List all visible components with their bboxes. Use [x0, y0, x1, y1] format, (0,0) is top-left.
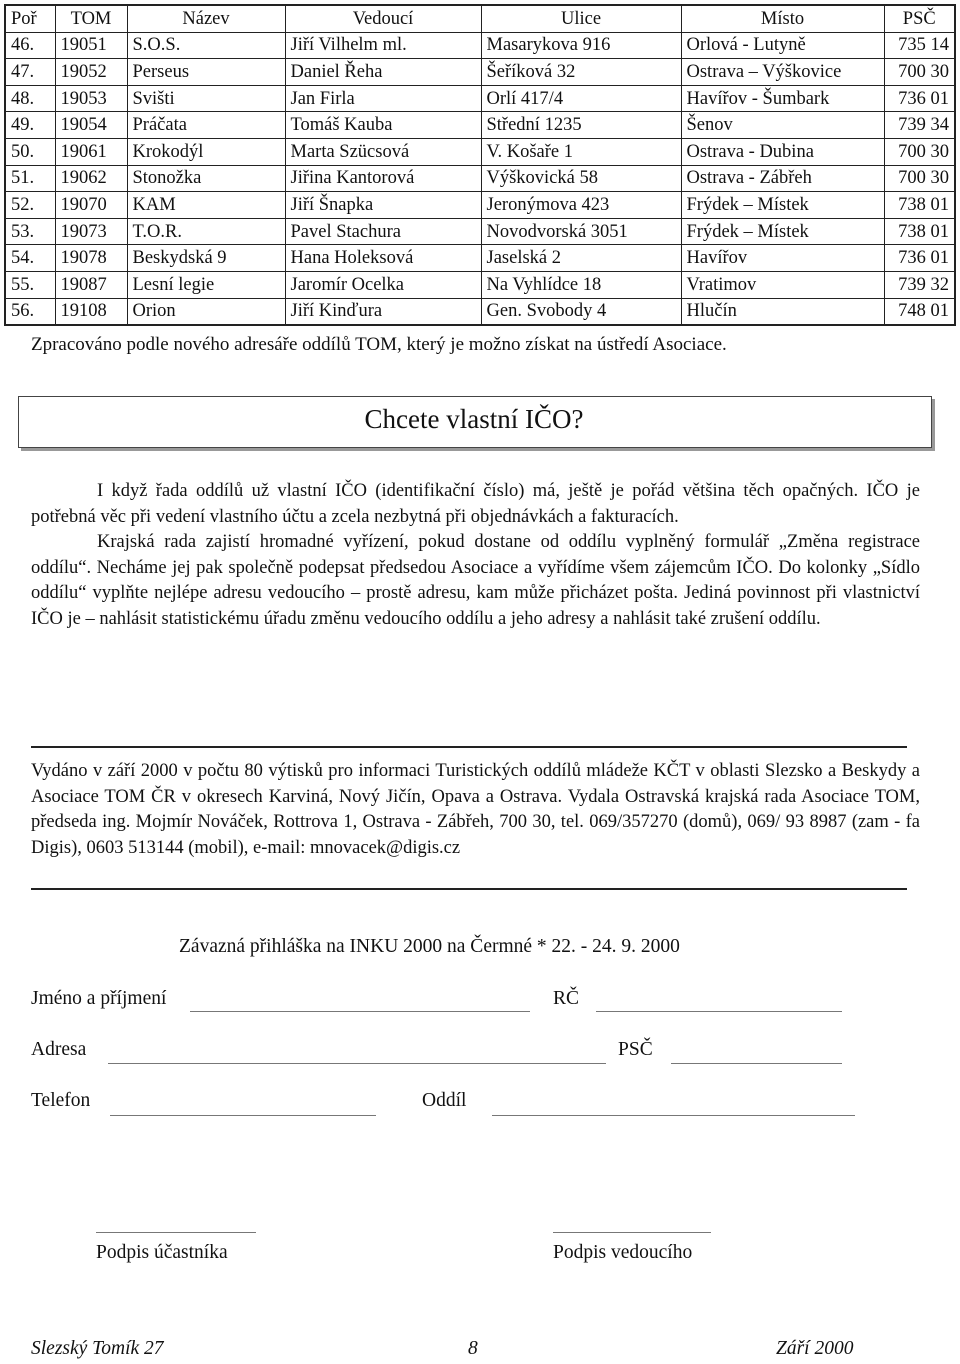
cell-order: 50.	[5, 138, 55, 165]
cell-order: 53.	[5, 218, 55, 245]
cell-place: Ostrava – Výškovice	[681, 59, 884, 86]
col-header-tom: TOM	[55, 5, 127, 32]
cell-psc: 735 14	[884, 32, 955, 59]
cell-leader: Jiří Kinďura	[285, 298, 481, 325]
cell-street: Na Vyhlídce 18	[481, 271, 681, 298]
cell-tom: 19054	[55, 112, 127, 139]
imprint: Vydáno v září 2000 v počtu 80 výtisků pro informaci Turistických oddílů mládeže KČT v oblasti Slezsko a Beskydy a Asociace TOM ČR v okresech Karviná, Nový Jičín, Opava a Ostrava. Vydala Ostravská krajská rada Asociace TOM, předseda ing. Mojmír Nováček, Rottrova 1, Ostrava - Zábřeh, 700 30, tel. 069/357270 (domů), 069/ 93 8987 (zam - fa Digis), 0603 513144 (mobil), e-mail: mnovacek@digis.cz	[31, 761, 920, 858]
rc-label: RČ	[553, 988, 580, 1009]
cell-name: Orion	[127, 298, 285, 325]
rc-field[interactable]	[596, 1011, 842, 1012]
cell-name: Krokodýl	[127, 138, 285, 165]
cell-name: Stonožka	[127, 165, 285, 192]
col-header-name: Název	[127, 5, 285, 32]
cell-psc: 736 01	[884, 245, 955, 272]
cell-leader: Jiří Šnapka	[285, 192, 481, 219]
cell-place: Orlová - Lutyně	[681, 32, 884, 59]
table-row	[5, 85, 955, 112]
cell-street: Výškovická 58	[481, 165, 681, 192]
cell-name: KAM	[127, 192, 285, 219]
cell-name: Práčata	[127, 112, 285, 139]
unit-label: Oddíl	[422, 1090, 467, 1111]
ico-paragraph-1: I když řada oddílů už vlastní IČO (identifikační číslo) má, ještě je pořád většina těch opačných. IČO je potřebná věc při vedení vlastního účtu a zcela nezbytná při objednávkách a fakturacích.	[31, 481, 920, 527]
cell-psc: 700 30	[884, 165, 955, 192]
cell-street: V. Košaře 1	[481, 138, 681, 165]
participant-signature-field[interactable]	[96, 1232, 256, 1233]
col-header-street: Ulice	[481, 5, 681, 32]
cell-leader: Pavel Stachura	[285, 218, 481, 245]
col-header-psc: PSČ	[884, 5, 955, 32]
form-title: Závazná přihláška na INKU 2000 na Čermné * 22. - 24. 9. 2000	[179, 936, 680, 957]
col-header-place: Místo	[681, 5, 884, 32]
cell-street: Střední 1235	[481, 112, 681, 139]
imprint-top-rule	[31, 746, 907, 748]
table-row	[5, 32, 955, 59]
psc-label: PSČ	[618, 1039, 653, 1060]
table-row	[5, 138, 955, 165]
cell-place: Vratimov	[681, 271, 884, 298]
cell-place: Havířov - Šumbark	[681, 85, 884, 112]
cell-name: Perseus	[127, 59, 285, 86]
name-field[interactable]	[190, 1011, 530, 1012]
cell-tom: 19087	[55, 271, 127, 298]
table-row	[5, 192, 955, 219]
ico-heading: Chcete vlastní IČO?	[364, 404, 584, 434]
cell-street: Jaselská 2	[481, 245, 681, 272]
footer-page-number: 8	[468, 1338, 478, 1359]
cell-place: Havířov	[681, 245, 884, 272]
cell-street: Jeronýmova 423	[481, 192, 681, 219]
unit-field[interactable]	[492, 1115, 855, 1116]
leader-signature-field[interactable]	[553, 1232, 711, 1233]
table-row	[5, 59, 955, 86]
cell-tom: 19073	[55, 218, 127, 245]
cell-tom: 19061	[55, 138, 127, 165]
cell-name: Lesní legie	[127, 271, 285, 298]
phone-field[interactable]	[110, 1115, 376, 1116]
cell-name: T.O.R.	[127, 218, 285, 245]
address-field[interactable]	[108, 1063, 606, 1064]
table-header-row	[5, 5, 955, 32]
table-row	[5, 271, 955, 298]
cell-psc: 700 30	[884, 138, 955, 165]
cell-tom: 19062	[55, 165, 127, 192]
cell-leader: Hana Holeksová	[285, 245, 481, 272]
name-label: Jméno a příjmení	[31, 988, 167, 1009]
cell-name: S.O.S.	[127, 32, 285, 59]
cell-street: Orlí 417/4	[481, 85, 681, 112]
cell-name: Beskydská 9	[127, 245, 285, 272]
cell-place: Frýdek – Místek	[681, 192, 884, 219]
cell-order: 48.	[5, 85, 55, 112]
cell-order: 52.	[5, 192, 55, 219]
cell-leader: Tomáš Kauba	[285, 112, 481, 139]
cell-psc: 738 01	[884, 218, 955, 245]
footer-publication: Slezský Tomík 27	[31, 1338, 164, 1359]
table-row	[5, 245, 955, 272]
cell-order: 47.	[5, 59, 55, 86]
ico-paragraph-2: Krajská rada zajistí hromadné vyřízení, pokud dostane od oddílu vyplněný formulář „Změna registrace oddílu“. Necháme jej pak společně podepsat předsedou Asociace a vyřídíme všem zájemcům IČO. Do kolonky „Sídlo oddílu“ vyplňte nejlépe adresu vedoucího – prostě adresu, kam může přicházet pošta. Jediná povinnost při vlastnictví IČO je – nahlásit statistickému úřadu změnu vedoucího oddílu a jeho adresy a nahlásit také zrušení oddílu.	[31, 532, 920, 629]
cell-place: Hlučín	[681, 298, 884, 325]
cell-psc: 739 34	[884, 112, 955, 139]
cell-psc: 700 30	[884, 59, 955, 86]
cell-order: 51.	[5, 165, 55, 192]
cell-tom: 19051	[55, 32, 127, 59]
cell-place: Ostrava - Zábřeh	[681, 165, 884, 192]
table-note: Zpracováno podle nového adresáře oddílů TOM, který je možno získat na ústředí Asociace.	[31, 334, 727, 355]
cell-tom: 19108	[55, 298, 127, 325]
cell-order: 55.	[5, 271, 55, 298]
leader-signature-label: Podpis vedoucího	[553, 1242, 693, 1263]
cell-leader: Jiří Vilhelm ml.	[285, 32, 481, 59]
units-table	[4, 4, 956, 326]
cell-street: Šeříková 32	[481, 59, 681, 86]
cell-psc: 738 01	[884, 192, 955, 219]
footer-date: Září 2000	[776, 1338, 854, 1359]
cell-tom: 19070	[55, 192, 127, 219]
cell-order: 54.	[5, 245, 55, 272]
table-row	[5, 165, 955, 192]
cell-place: Frýdek – Místek	[681, 218, 884, 245]
cell-leader: Jiřina Kantorová	[285, 165, 481, 192]
cell-leader: Jan Firla	[285, 85, 481, 112]
col-header-leader: Vedoucí	[285, 5, 481, 32]
psc-field[interactable]	[671, 1063, 842, 1064]
cell-street: Masarykova 916	[481, 32, 681, 59]
cell-order: 46.	[5, 32, 55, 59]
cell-psc: 736 01	[884, 85, 955, 112]
phone-label: Telefon	[31, 1090, 91, 1111]
cell-street: Gen. Svobody 4	[481, 298, 681, 325]
cell-order: 56.	[5, 298, 55, 325]
table-row	[5, 298, 955, 325]
cell-psc: 748 01	[884, 298, 955, 325]
cell-place: Ostrava - Dubina	[681, 138, 884, 165]
table-row	[5, 218, 955, 245]
imprint-bottom-rule	[31, 888, 907, 890]
ico-text	[31, 479, 920, 632]
cell-leader: Marta Szücsová	[285, 138, 481, 165]
participant-signature-label: Podpis účastníka	[96, 1242, 228, 1263]
cell-tom: 19053	[55, 85, 127, 112]
cell-psc: 739 32	[884, 271, 955, 298]
cell-order: 49.	[5, 112, 55, 139]
cell-name: Svišti	[127, 85, 285, 112]
cell-street: Novodvorská 3051	[481, 218, 681, 245]
address-label: Adresa	[31, 1039, 87, 1060]
cell-place: Šenov	[681, 112, 884, 139]
cell-leader: Daniel Řeha	[285, 59, 481, 86]
cell-tom: 19052	[55, 59, 127, 86]
col-header-order: Poř	[5, 5, 55, 32]
table-row	[5, 112, 955, 139]
cell-tom: 19078	[55, 245, 127, 272]
cell-leader: Jaromír Ocelka	[285, 271, 481, 298]
